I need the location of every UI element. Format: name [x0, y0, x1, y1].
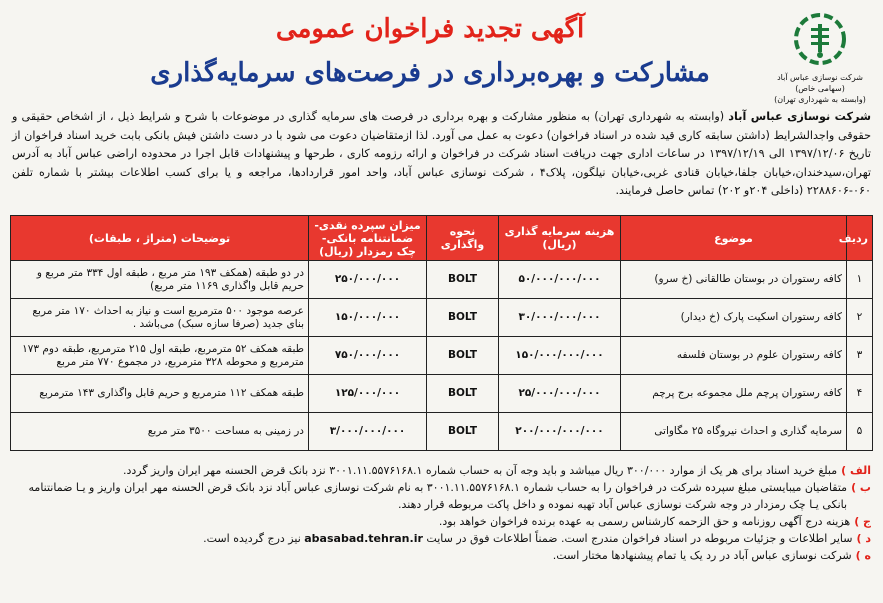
cell-investment: ۵۰/۰۰۰/۰۰۰/۰۰۰ — [499, 261, 621, 299]
cell-row-number: ۳ — [847, 337, 873, 375]
opportunities-table — [10, 215, 873, 451]
note-item — [12, 547, 871, 564]
intro-paragraph — [12, 108, 871, 201]
table-row — [11, 413, 873, 451]
intro-text: (وابسته به شهرداری تهران) به منظور مشارکت و بهره برداری در فرصت های سرمایه گذاری در موضوعات با شرح و شرایط ذیل ، از اشخاص حقیقی و حقوقی واجدالشرایط (داشتن سابقه کاری قید شده در اسناد فراخوان) دعوت به عمل می آورد. لذا ازمتقاضیان دعوت می شود با در دست داشتن فیش بانکی بابت خرید اسناد فراخوان از تاریخ ۱۳۹۷/۱۲/۰۶ الی ۱۳۹۷/۱۲/۱۹ در ساعات اداری جهت دریافت اسناد شرکت در فراخوان و ارائه رزومه کاری ، طرحها و پیشنهادات قابل اجرا در محدوده اراضی عباس آباد به آدرس تهران،سیدخندان،خیابان جلفا،خیابان قنادی غربی،خیابان نیلگون، پلاک۴ ، شرکت نوسازی عباس آباد، واحد امور قراردادها، مراجعه و یا برای کسب اطلاعات بیشتر با شماره تلفن ۰۶۰-۲۲۸۸۶۰۶ (داخلی ۲۰۴و ۲۰۲) تماس حاصل فرمایند. — [12, 110, 871, 197]
tehran-municipality-emblem-icon — [789, 8, 851, 70]
logo-org-name: شرکت نوسازی عباس آباد (سهامی خاص) — [777, 73, 863, 93]
header-description: توضیحات (متراژ ، طبقات) — [11, 216, 309, 261]
header-deposit: میزان سپرده نقدی- ضمانتنامه بانکی- چک رمزدار (ریال) — [309, 216, 427, 261]
cell-investment: ۳۰/۰۰۰/۰۰۰/۰۰۰ — [499, 299, 621, 337]
cell-subject: کافه رستوران در بوستان طالقانی (خ سرو) — [621, 261, 847, 299]
cell-deposit: ۳/۰۰۰/۰۰۰/۰۰۰ — [309, 413, 427, 451]
note-text: هزینه درج آگهی روزنامه و حق الزحمه کارشناس رسمی به عهده برنده فراخوان خواهد بود. — [438, 515, 851, 528]
note-marker: ه ) — [855, 549, 871, 562]
cell-investment: ۲۵/۰۰۰/۰۰۰/۰۰۰ — [499, 375, 621, 413]
cell-subject: کافه رستوران اسکیت پارک (خ دیدار) — [621, 299, 847, 337]
note-item — [12, 479, 871, 513]
note-marker: ج ) — [854, 515, 871, 528]
cell-method: BOLT — [427, 375, 499, 413]
cell-row-number: ۲ — [847, 299, 873, 337]
notes-list — [12, 462, 871, 564]
cell-description: طبقه همکف ۱۱۲ مترمربع و حریم قابل واگذاری ۱۴۳ مترمربع — [11, 375, 309, 413]
cell-subject: سرمایه گذاری و احداث نیروگاه ۲۵ مگاواتی — [621, 413, 847, 451]
cell-description: طبقه همکف ۵۲ مترمربع، طبقه اول ۲۱۵ مترمربع، طبقه دوم ۱۷۳ مترمربع و محوطه ۳۲۸ مترمربع، در مجموع ۷۷۰ متر مربع — [11, 337, 309, 375]
cell-method: BOLT — [427, 299, 499, 337]
cell-deposit: ۷۵۰/۰۰۰/۰۰۰ — [309, 337, 427, 375]
table-row — [11, 299, 873, 337]
cell-method: BOLT — [427, 261, 499, 299]
cell-method: BOLT — [427, 413, 499, 451]
note-marker: د ) — [856, 532, 871, 545]
cell-description: عرصه موجود ۵۰۰ مترمربع است و نیاز به احداث ۱۷۰ متر مربع بنای جدید (صرفا سازه سبک) می‌باشد . — [11, 299, 309, 337]
note-text: سایر اطلاعات و جزئیات مربوطه در اسناد فراخوان مندرج است. ضمناً اطلاعات فوق در سایت — [426, 532, 853, 545]
cell-row-number: ۱ — [847, 261, 873, 299]
logo-org-affiliation: (وابسته به شهرداری تهران) — [774, 95, 866, 104]
cell-method: BOLT — [427, 337, 499, 375]
cell-subject: کافه رستوران علوم در بوستان فلسفه — [621, 337, 847, 375]
table-row — [11, 337, 873, 375]
cell-investment: ۱۵۰/۰۰۰/۰۰۰/۰۰۰ — [499, 337, 621, 375]
website-link[interactable]: abasabad.tehran.ir — [304, 532, 423, 545]
table-row — [11, 261, 873, 299]
note-item — [12, 530, 871, 547]
note-item — [12, 513, 871, 530]
cell-description: در زمینی به مساحت ۳۵۰۰ متر مربع — [11, 413, 309, 451]
note-marker: ب ) — [851, 481, 871, 494]
cell-investment: ۲۰۰/۰۰۰/۰۰۰/۰۰۰ — [499, 413, 621, 451]
note-marker: الف ) — [841, 464, 871, 477]
header-subject: موضوع — [621, 216, 847, 261]
header-investment: هزینه سرمایه گذاری (ریال) — [499, 216, 621, 261]
cell-subject: کافه رستوران پرچم ملل مجموعه برج پرچم — [621, 375, 847, 413]
note-text: شرکت نوسازی عباس آباد در رد یک یا تمام پیشنهادها مختار است. — [552, 549, 852, 562]
note-item — [12, 462, 871, 479]
header-row-number: ردیف — [847, 216, 873, 261]
cell-deposit: ۱۵۰/۰۰۰/۰۰۰ — [309, 299, 427, 337]
note-text-with-site — [12, 530, 852, 547]
cell-description: در دو طبقه (همکف ۱۹۳ متر مربع ، طبقه اول ۳۳۴ متر مربع و حریم قابل واگذاری ۱۱۶۹ متر مربع) — [11, 261, 309, 299]
intro-company-name: شرکت نوسازی عباس آباد — [728, 110, 871, 123]
cell-deposit: ۱۲۵/۰۰۰/۰۰۰ — [309, 375, 427, 413]
header-method: نحوه واگذاری — [427, 216, 499, 261]
company-logo — [765, 8, 875, 120]
note-text: متقاضیان میبایستی مبلغ سپرده شرکت در فراخوان را به حساب شماره ۳۰۰۱.۱۱.۵۵۷۶۱۶۸.۱ به نام شرکت نوسازی عباس آباد نزد بانک قرض الحسنه مهر ایران واریز و یـا ضمانتنامه بانکی یـا چک رمزدار در وجه شرکت نوسازی عباس آباد تهیه نموده و داخل پاکت مربوطه قرار دهند. — [28, 481, 848, 511]
ad-title: آگهی تجدید فراخوان عمومی — [275, 14, 585, 44]
note-text-after: نیز درج گردیده است. — [203, 532, 301, 545]
cell-row-number: ۵ — [847, 413, 873, 451]
table-row — [11, 375, 873, 413]
cell-deposit: ۲۵۰/۰۰۰/۰۰۰ — [309, 261, 427, 299]
ad-subtitle: مشارکت و بهره‌برداری در فرصت‌های سرمایه‌گذاری — [150, 58, 710, 88]
cell-row-number: ۴ — [847, 375, 873, 413]
note-text: مبلغ خرید اسناد برای هر یک از موارد ۳۰۰/۰۰۰ ریال میباشد و باید وجه آن به حساب شماره ۳۰۰۱.۱۱.۵۵۷۶۱۶۸.۱ نزد بانک قرض الحسنه مهر ایران واریز گردد. — [122, 464, 838, 477]
table-header-row — [11, 216, 873, 261]
